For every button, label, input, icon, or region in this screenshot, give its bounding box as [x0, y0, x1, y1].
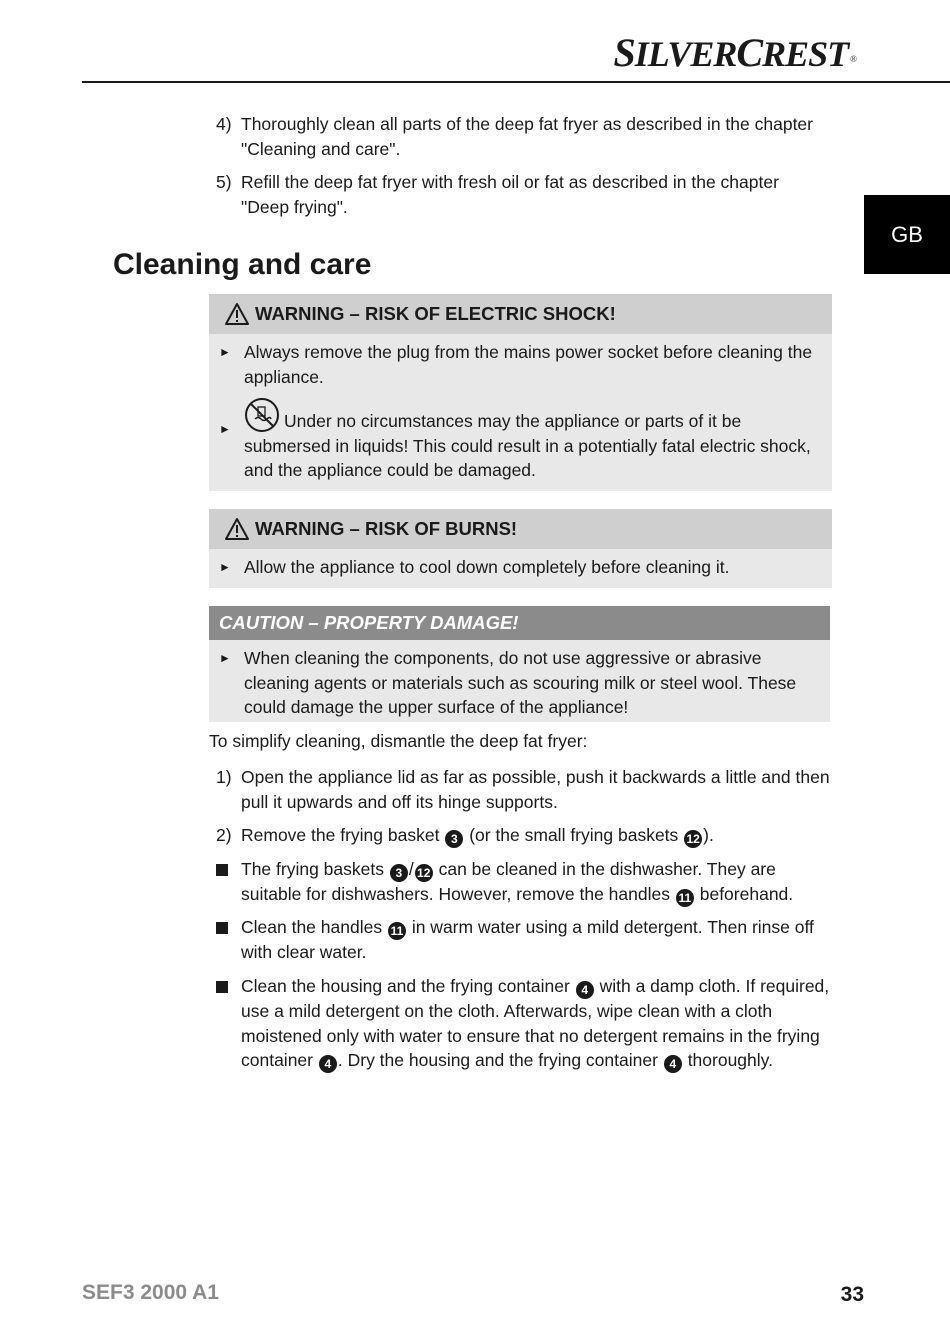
step-item	[216, 765, 836, 814]
warning-box-electric-shock	[209, 294, 832, 491]
part-ref-badge: 11	[388, 922, 406, 940]
brand-logo	[613, 30, 856, 75]
warning-box-burns	[209, 509, 832, 588]
registered-mark: ®	[850, 54, 856, 64]
caution-bullet	[209, 646, 830, 720]
part-ref-badge: 11	[676, 889, 694, 907]
caution-bullet-text: When cleaning the components, do not use aggressive or abrasive cleaning agents or materials such as scouring milk or steel wool. These could damage the upper surface of the appliance!	[244, 648, 797, 717]
caution-heading	[209, 606, 830, 640]
part-ref-badge: 4	[576, 981, 594, 999]
header-rule	[82, 81, 950, 83]
section-title: Cleaning and care	[113, 248, 372, 281]
text-run: Remove the frying basket	[241, 825, 440, 845]
part-ref-badge: 3	[390, 864, 408, 882]
text-run: with a damp cloth. If required, use a mild detergent on the cloth. Afterwards, wipe clean with a cloth moistened only with water to ensure that no detergent remains in the frying container	[241, 976, 830, 1070]
language-tab-label: GB	[891, 221, 923, 247]
note-item	[216, 915, 836, 965]
list-item	[216, 112, 836, 161]
step-text: Open the appliance lid as far as possible, push it backwards a little and then pull it upwards and off its hinge supports.	[241, 767, 830, 812]
warning-bullet-text: Under no circumstances may the appliance or parts of it be submersed in liquids! This could result in a potentially fatal electric shock, and the appliance could be damaged.	[244, 411, 811, 480]
list-number: 5)	[216, 172, 232, 192]
intro-text: To simplify cleaning, dismantle the deep fat fryer:	[209, 731, 588, 751]
no-immersion-icon	[244, 397, 280, 433]
text-run: Clean the housing and the frying container	[241, 976, 570, 996]
warning-heading	[209, 294, 832, 334]
warning-heading-text: WARNING – RISK OF ELECTRIC SHOCK!	[255, 303, 616, 324]
step-item	[216, 823, 836, 848]
arrow-bullet-icon: ►	[219, 422, 231, 436]
text-run: thoroughly.	[687, 1050, 773, 1070]
list-text: "Deep frying".	[241, 196, 348, 217]
square-bullet-icon	[216, 864, 228, 876]
brand-letter: S	[613, 30, 635, 75]
text-run: /	[408, 859, 414, 879]
step-number: 2)	[216, 825, 232, 845]
brand-text: ILVER	[634, 34, 737, 74]
text-run: in warm water using a mild detergent. Then rinse off with clear water.	[241, 917, 814, 962]
part-ref-badge: 12	[684, 830, 702, 848]
part-ref-badge: 4	[664, 1055, 682, 1073]
list-number: 4)	[216, 114, 232, 134]
warning-triangle-icon	[224, 517, 250, 541]
part-ref-badge: 3	[445, 830, 463, 848]
arrow-bullet-icon: ►	[219, 651, 231, 665]
square-bullet-icon	[216, 922, 228, 934]
text-run: can be cleaned in the dishwasher. They are suitable for dishwashers. However, remove the handles	[241, 859, 776, 904]
warning-bullet-text: Always remove the plug from the mains power socket before cleaning the appliance.	[244, 342, 813, 387]
step-text	[241, 823, 836, 848]
text-run: . Dry the housing and the frying container	[337, 1050, 658, 1070]
arrow-bullet-icon: ►	[219, 560, 231, 574]
step-number: 1)	[216, 767, 232, 787]
warning-triangle-icon	[224, 302, 250, 326]
language-tab	[864, 195, 950, 274]
brand-letter: C	[736, 30, 763, 75]
arrow-bullet-icon: ►	[219, 345, 231, 359]
text-run: Clean the handles	[241, 917, 383, 937]
caution-heading-text: CAUTION – PROPERTY DAMAGE!	[219, 612, 519, 633]
footer-model-number: SEF3 2000 A1	[82, 1281, 219, 1304]
part-ref-badge: 4	[319, 1055, 337, 1073]
text-run: The frying baskets	[241, 859, 384, 879]
footer-page-number: 33	[840, 1283, 864, 1306]
warning-bullet	[209, 340, 832, 389]
part-ref-badge: 12	[415, 864, 433, 882]
text-run: (or the small frying baskets	[469, 825, 679, 845]
warning-bullet	[209, 555, 832, 580]
text-run: ).	[703, 825, 714, 845]
caution-box-property-damage	[209, 606, 830, 722]
warning-bullet	[209, 397, 832, 483]
square-bullet-icon	[216, 981, 228, 993]
warning-heading-text: WARNING – RISK OF BURNS!	[255, 518, 518, 539]
warning-heading	[209, 509, 832, 549]
text-run: beforehand.	[699, 884, 794, 904]
warning-bullet-text: Allow the appliance to cool down completely before cleaning it.	[244, 557, 730, 577]
note-item	[216, 857, 836, 907]
list-text: Refill the deep fat fryer with fresh oil or fat as described in the chapter	[241, 172, 779, 192]
list-text: Thoroughly clean all parts of the deep fat fryer as described in the chapter	[241, 114, 813, 134]
brand-text: REST	[762, 34, 849, 74]
note-item	[216, 974, 836, 1073]
list-text: "Cleaning and care".	[241, 138, 401, 159]
list-item	[216, 170, 836, 219]
